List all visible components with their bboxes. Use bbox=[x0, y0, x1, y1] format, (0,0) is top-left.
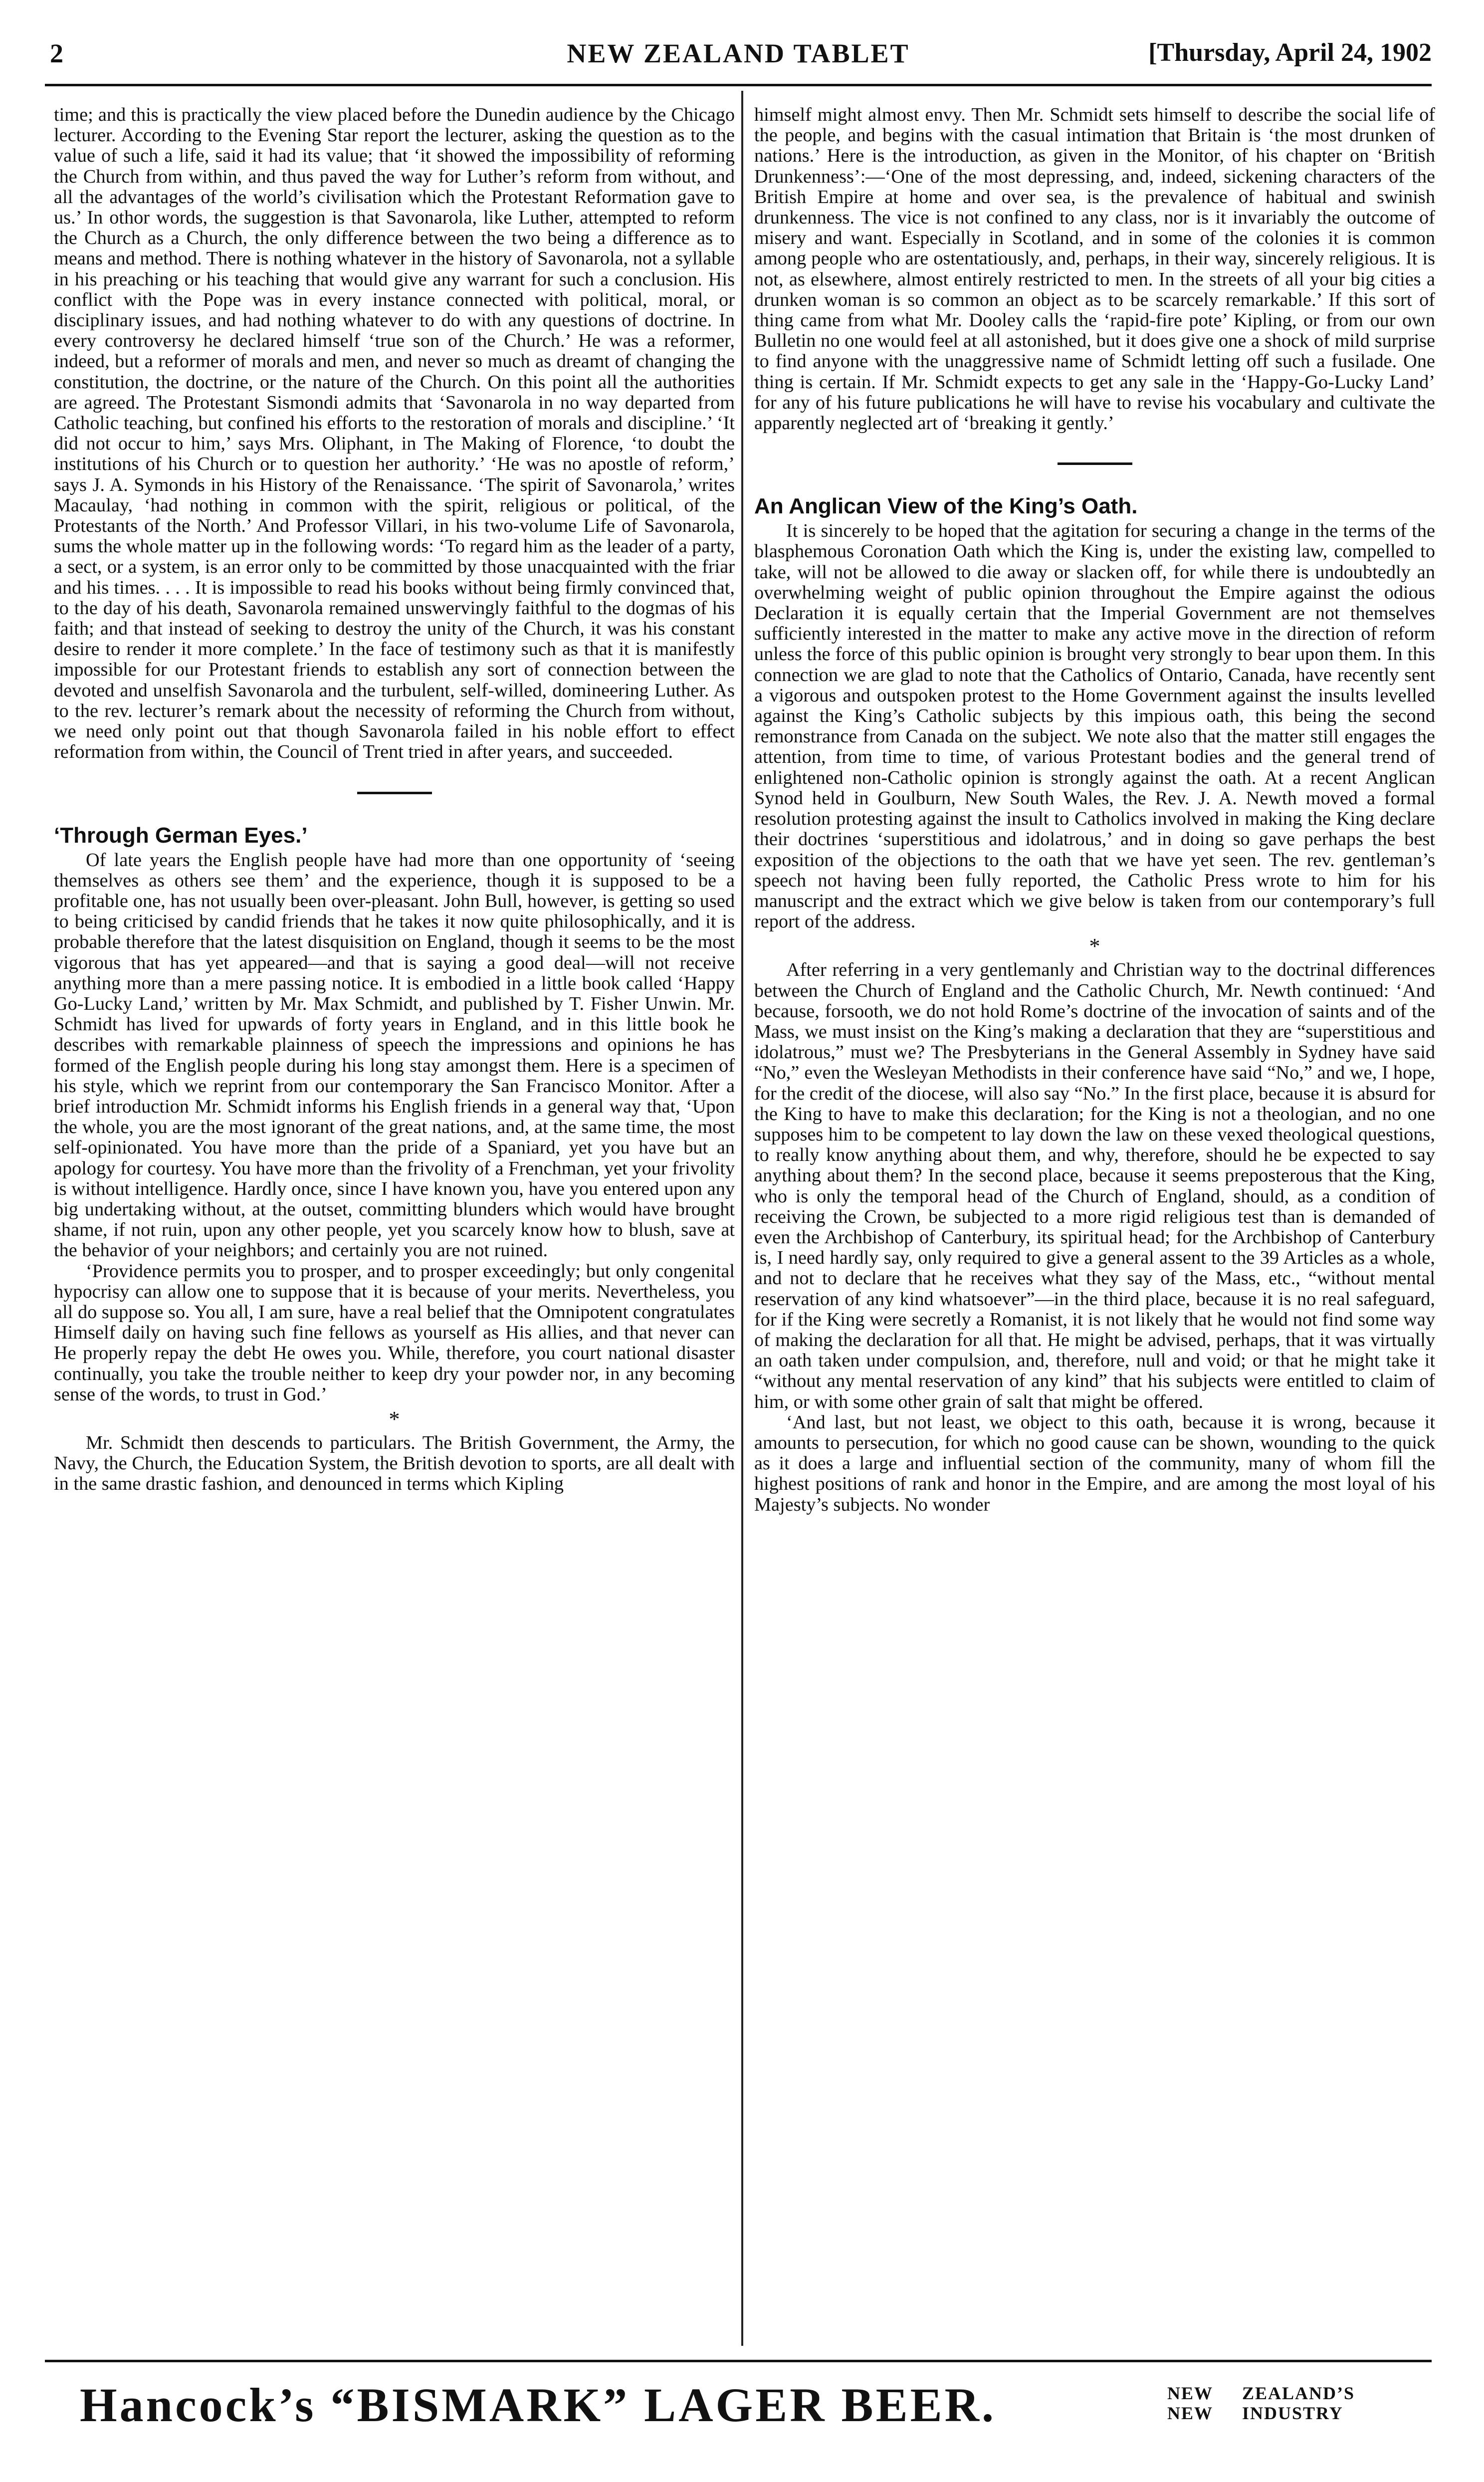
ad-tagline bbox=[1167, 2383, 1355, 2423]
tagline-zealands: ZEALAND’S bbox=[1242, 2383, 1355, 2403]
newspaper-title: NEW ZEALAND TABLET bbox=[567, 38, 910, 68]
asterisk-divider: * bbox=[1089, 934, 1100, 959]
savonarola-paragraph: time; and this is practically the view placed before the Dunedin audience by the Chicago lecturer. According to the Evening Star report the lecturer, asking the question as to the value of such a life, said it had its value; that ‘it showed the impossibility of reforming the Church from within, and thus paved the way for Luther’s reform from without, and all the advantages of the world’s civilisation which the Protestant Reformation gave to us.’ In othor words, the suggestion is that Savonarola, like Luther, attempted to reform the Church as a Church, the only difference between the two being a difference as to means and method. There is nothing whatever in the history of Savonarola, not a syllable in his preaching or his teaching that would give any warrant for such a conclusion. His conflict with the Pope was in every instance connected with political, moral, or disciplinary issues, and had nothing whatever to do with any questions of doctrine. In every controversy he declared himself ‘true son of the Church.’ He was a reformer, indeed, but a reformer of morals and men, and never so much as dreamt of changing the constitution, the doctrine, or the nature of the Church. On this point all the authorities are agreed. The Protestant Sismondi admits that ‘Savonarola in no way departed from Catholic teaching, but confined his efforts to the restoration of morals and discipline.’ ‘It did not occur to him,’ says Mrs. Oliphant, in The Making of Florence, ‘to doubt the institutions of his Church or to question her authority.’ ‘He was no apostle of reform,’ says J. A. Symonds in his History of the Renaissance. ‘The spirit of Savonarola,’ writes Macaulay, ‘had nothing in common with the spirit, religious or political, of the Protestants of the North.’ And Professor Villari, in his two-volume Life of Savonarola, sums the whole matter up in the following words: ‘To regard him as the leader of a party, a sect, or a system, is an error only to be committed by those unacquainted with the friar and his times. . . . It is impossible to read his books without being firmly convinced that, to the day of his death, Savonarola remained unswervingly faithful to the dogmas of his faith; and that instead of seeking to destroy the unity of the Church, it was his constant desire to render it more complete.’ In the face of testimony such as that it is manifestly impossible for our Protestant friends to establish any sort of connection between the devoted and unselfish Savonarola and the turbulent, self-willed, domineering Luther. As to the rev. lecturer’s remark about the necessity of reforming the Church from without, we need only point out that though Savonarola failed in his noble effort to effect reformation from within, the Council of Trent tried in after years, and succeeded. bbox=[54, 104, 735, 763]
header-rule bbox=[45, 84, 1432, 86]
tagline-new-2: NEW bbox=[1167, 2403, 1214, 2423]
section-separator bbox=[357, 792, 432, 794]
section-separator bbox=[1058, 462, 1132, 465]
drunkenness-paragraph: himself might almost envy. Then Mr. Schmidt sets himself to describe the social life of the people, and begins with the casual intimation that Britain is ‘the most drunken of nations.’ Here is the introduction, as given in the Monitor, of his chapter on ‘British Drunkenness’:—‘One of the most depressing, and, indeed, sickening characters of the British Empire at home and over sea, is the prevalence of habitual and swinish drunkenness. The vice is not confined to any class, nor is it invariably the outcome of misery and want. Especially in Scotland, and in some of the colonies it is common among people who are ostentatiously, and, perhaps, in their way, sincerely religious. It is not, as elsewhere, almost entirely restricted to men. In the streets of all your big cities a drunken woman is so common an object as to be scarcely remarkable.’ If this sort of thing came from what Mr. Dooley calls the ‘rapid-fire pote’ Kipling, or from our own Bulletin no one would feel at all astonished, but it does give one a shock of mild surprise to find anyone with the unaggressive name of Schmidt letting off such a fusilade. One thing is certain. If Mr. Schmidt expects to get any sale in the ‘Happy-Go-Lucky Land’ for any of his future publications he will have to revise his vocabulary and cultivate the apparently neglected art of ‘breaking it gently.’ bbox=[754, 104, 1435, 434]
column-divider bbox=[741, 91, 743, 2346]
issue-date: [Thursday, April 24, 1902 bbox=[1148, 38, 1432, 67]
tagline-new-1: NEW bbox=[1167, 2383, 1214, 2403]
page-header bbox=[45, 34, 1432, 79]
tagline-industry: INDUSTRY bbox=[1242, 2403, 1343, 2423]
beer-advertisement: Hancock’s “BISMARK” LAGER BEER. bbox=[80, 2378, 996, 2432]
german-eyes-paragraph-3: Mr. Schmidt then descends to particulars. The British Government, the Army, the Navy, the Church, the Education System, the British devotion to sports, are all dealt with in the same drastic fashion, and denounced in terms which Kipling bbox=[54, 1432, 735, 1495]
section-title-kings-oath: An Anglican View of the King’s Oath. bbox=[754, 494, 1138, 519]
left-column bbox=[54, 105, 735, 1495]
kings-oath-paragraph-1: It is sincerely to be hoped that the agitation for securing a change in the terms of the blasphemous Coronation Oath which the King is, under the existing law, compelled to take, will not be allowed to die away or slacken off, for while there is undoubtedly an overwhelming weight of public opinion throughout the Empire against the odious Declaration it is equally certain that the Imperial Government are not themselves sufficiently interested in the matter to make any active move in the direction of reform unless the force of this public opinion is brought very strongly to bear upon them. In this connection we are glad to note that the Catholics of Ontario, Canada, have recently sent a vigorous and outspoken protest to the Home Government against the insults levelled against the King’s Catholic subjects by this impious oath, this being the second remonstrance from Canada on the subject. We note also that the matter still engages the attention, from time to time, of various Protestant bodies and the general trend of enlightened non-Catholic opinion is strongly against the oath. At a recent Anglican Synod held in Goulburn, New South Wales, the Rev. J. A. Newth moved a formal resolution protesting against the insult to Catholics involved in making the King declare their doctrines ‘superstitious and idolatrous,’ and in doing so gave perhaps the best exposition of the objections to the oath that we have yet seen. The rev. gentleman’s speech not having been fully reported, the Catholic Press wrote to him for his manuscript and the extract which we give below is taken from our contemporary’s full report of the address. bbox=[754, 520, 1435, 932]
asterisk-divider: * bbox=[389, 1406, 400, 1431]
right-column bbox=[754, 105, 1435, 1515]
page-number: 2 bbox=[50, 38, 63, 68]
kings-oath-paragraph-3: ‘And last, but not least, we object to this oath, because it is wrong, because it amounts to persecution, for which no good cause can be shown, wounding to the quick as it does a large and influential section of the community, many of whom fill the highest positions of rank and honor in the Empire, and are among the most loyal of his Majesty’s subjects. No wonder bbox=[754, 1411, 1435, 1515]
footer-rule bbox=[45, 2360, 1432, 2362]
kings-oath-paragraph-2: After referring in a very gentlemanly and Christian way to the doctrinal differences between the Church of England and the Catholic Church, Mr. Newth continued: ‘And because, forsooth, we do not hold Rome’s doctrine of the invocation of saints and of the Mass, we must insist on the King’s making a declaration that they are “superstitious and idolatrous,” must we? The Presbyterians in the General Assembly in Sydney have said “No,” even the Wesleyan Methodists in their conference have said “No,” and we, I hope, for the credit of the diocese, will also say “No.” In the first place, because it is absurd for the King to have to make this declaration; for the King is not a theologian, and no one supposes him to be competent to lay down the law on these vexed theological questions, to really know anything about them, and why, therefore, should he be expected to say anything about them? In the second place, because it seems preposterous that the King, who is only the temporal head of the Church of England, should, as a condition of receiving the Crown, be subjected to a more rigid religious test than is demanded of even the Archbishop of Canterbury, its spiritual head; for the Archbishop of Canterbury is, I need hardly say, only required to give a general assent to the 39 Articles as a whole, and not to declare that he receives what they say of the Mass, etc., “without mental reservation of any kind whatsoever”—in the third place, because it is no real safeguard, for if the King were secretly a Romanist, it is not likely that he would not find some way of making the declaration for all that. He might be advised, perhaps, that it was virtually an oath taken under compulsion, and, therefore, null and void; or that he might take it “without any mental reservation of any kind” that his subjects were entitled to claim of him, or with some other grain of salt that might be offered. bbox=[754, 959, 1435, 1412]
german-eyes-paragraph-1: Of late years the English people have had more than one opportunity of ‘seeing themselves as others see them’ and the experience, though it is supposed to be a profitable one, has not usually been over-pleasant. John Bull, however, is getting so used to being criticised by candid friends that he takes it now quite philosophically, and it is probable therefore that the latest disquisition on England, though it seems to be the most vigorous that has yet appeared—and that is saying a good deal—will not receive anything more than a mere passing notice. It is embodied in a little book called ‘Happy Go-Lucky Land,’ written by Mr. Max Schmidt, and published by T. Fisher Unwin. Mr. Schmidt has lived for upwards of forty years in England, and in this little book he describes with remarkable plainness of speech the impressions and opinions he has formed of the English people during his long stay amongst them. Here is a specimen of his style, which we reprint from our contemporary the San Francisco Monitor. After a brief introduction Mr. Schmidt informs his English friends in a general way that, ‘Upon the whole, you are the most ignorant of the great nations, and, at the same time, the most self-opinionated. You have more than the pride of a Spaniard, yet you have but an apology for courtesy. You have more than the frivolity of a Frenchman, yet your frivolity is without intelligence. Hardly once, since I have known you, have you entered upon any big undertaking without, at the outset, committing blunders which would have brought shame, if not ruin, upon any other people, yet you scarcely know how to blush, save at the behavior of your neighbors; and certainly you are not ruined. bbox=[54, 849, 735, 1261]
footer-advertisement bbox=[45, 2367, 1432, 2457]
german-eyes-paragraph-2: ‘Providence permits you to prosper, and to prosper exceedingly; but only congenital hypocrisy can allow one to suppose that it is because of your merits. Nevertheless, you all do suppose so. You all, I am sure, have a real belief that the Omnipotent congratulates Himself daily on having such fine fellows as yourself as His allies, and that never can He properly repay the debt He owes you. While, therefore, you court national disaster continually, you take the trouble neither to keep dry your powder nor, in any becoming sense of the words, to trust in God.’ bbox=[54, 1260, 735, 1405]
section-title-german-eyes: ‘Through German Eyes.’ bbox=[54, 823, 308, 848]
